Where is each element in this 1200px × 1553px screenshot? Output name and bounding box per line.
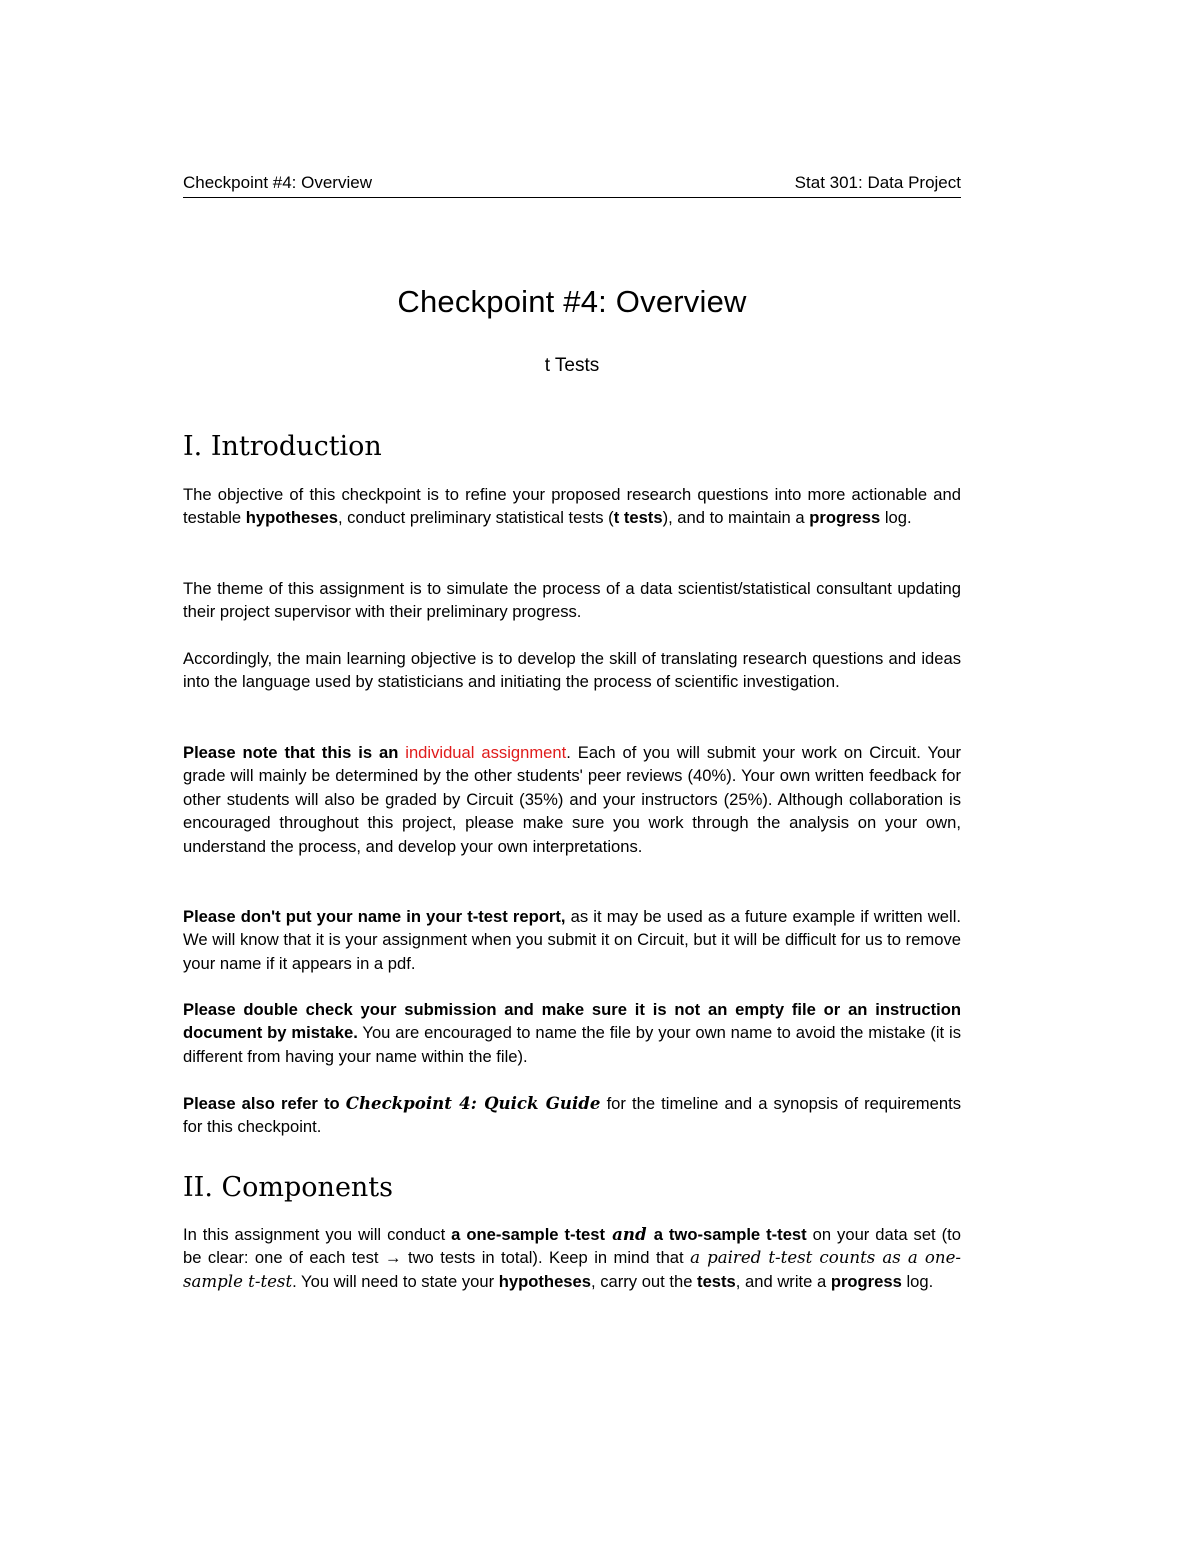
text: log. [901, 1271, 934, 1291]
emphasis-hypotheses: hypotheses [498, 1271, 591, 1291]
section-heading-introduction: I. Introduction [183, 431, 382, 462]
quick-guide-reference: Checkpoint 4: Quick Guide [345, 1093, 601, 1113]
text: The objective of this checkpoint is to refine your proposed research questions into more actionable and testable [183, 485, 961, 528]
text: for the timeline and a synopsis of requirements for this checkpoint. [183, 1094, 961, 1137]
text: , conduct preliminary statistical tests ( [337, 508, 614, 528]
intro-paragraph-objective [183, 483, 961, 530]
highlight-individual-assignment: individual assignment [405, 743, 567, 762]
document-title: Checkpoint #4: Overview [397, 284, 747, 319]
intro-paragraph-individual [183, 741, 961, 858]
running-header [183, 171, 961, 198]
bold-text: Please don't put your name in your t-test report, [183, 907, 566, 926]
text: . Each of you will submit your work on Circuit. Your grade will mainly be determined by the other students' peer reviews (40%). Your own written feedback for other students will also be graded by Circuit (35%) and your instructors (25%). Although collaboration is encouraged throughout this project, please make sure you work through the analysis on your own, understand the process, and develop your own interpretations. [183, 743, 961, 856]
text: on your data set (to be clear: one of each test → two tests in total). Keep in mind that [183, 1225, 961, 1268]
text: as it may be used as a future example if written well. We will know that it is your assignment when you submit it on Circuit, but it will be difficult for us to remove your name if it appears in a pdf. [183, 907, 961, 973]
intro-paragraph-name-warning [183, 905, 961, 975]
bold-text: Please also refer to [183, 1094, 346, 1113]
emphasis-tests: tests [697, 1271, 736, 1291]
intro-paragraph-learning-objective: Accordingly, the main learning objective is to develop the skill of translating research questions and ideas into the language used by statisticians and initiating the process of scientific investigation. [183, 649, 961, 692]
header-right: Stat 301: Data Project [794, 173, 961, 192]
emphasis-progress: progress [809, 508, 881, 528]
text: . You will need to state your [292, 1271, 499, 1291]
emphasis-hypotheses: hypotheses [245, 508, 338, 528]
header-left: Checkpoint #4: Overview [183, 173, 372, 192]
text: You are encouraged to name the file by your own name to avoid the mistake (it is different from having your name within the file). [183, 1023, 961, 1066]
text: , and write a [735, 1271, 831, 1291]
emphasis-and: and [605, 1224, 654, 1244]
text: log. [880, 508, 912, 528]
text: , carry out the [590, 1271, 698, 1291]
emphasis-two-sample: a two-sample t-test [653, 1225, 807, 1244]
bold-text: Please note that this is an [183, 743, 406, 762]
text: ), and to maintain a [662, 508, 810, 528]
components-paragraph [183, 1223, 961, 1293]
intro-paragraph-quick-guide [183, 1092, 961, 1139]
text: In this assignment you will conduct [183, 1225, 452, 1244]
emphasis-one-sample: a one-sample t-test [451, 1225, 606, 1244]
section-heading-components: II. Components [183, 1172, 394, 1203]
bold-text: Please double check your submission and make sure it is not an empty file or an instruction document by mistake. [183, 1000, 961, 1043]
document-subtitle: t Tests [544, 355, 600, 376]
italic-paired-note: a paired t-test counts as a one-sample t-test [183, 1248, 961, 1291]
intro-paragraph-double-check [183, 998, 961, 1068]
intro-paragraph-theme: The theme of this assignment is to simulate the process of a data scientist/statistical consultant updating their project supervisor with their preliminary progress. [183, 579, 961, 622]
emphasis-progress: progress [830, 1271, 902, 1291]
emphasis-t-tests: t tests [613, 508, 663, 528]
